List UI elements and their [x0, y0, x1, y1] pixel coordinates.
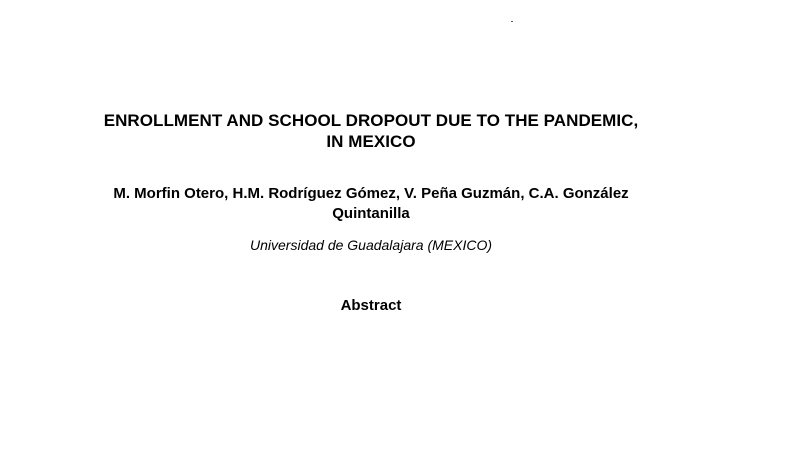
abstract-heading: Abstract: [340, 297, 402, 314]
author-list-line-2: Quintanilla: [332, 205, 410, 222]
scan-speck: [511, 21, 513, 22]
paper-title-line-2: IN MEXICO: [326, 132, 416, 151]
affiliation: Universidad de Guadalajara (MEXICO): [250, 237, 492, 253]
paper-title-line-1: ENROLLMENT AND SCHOOL DROPOUT DUE TO THE PANDEMIC,: [103, 111, 639, 130]
author-list: [0, 184, 742, 224]
author-list-line-1: M. Morfin Otero, H.M. Rodríguez Gómez, V. Peña Guzmán, C.A. González: [113, 185, 629, 202]
paper-title: [0, 110, 742, 152]
